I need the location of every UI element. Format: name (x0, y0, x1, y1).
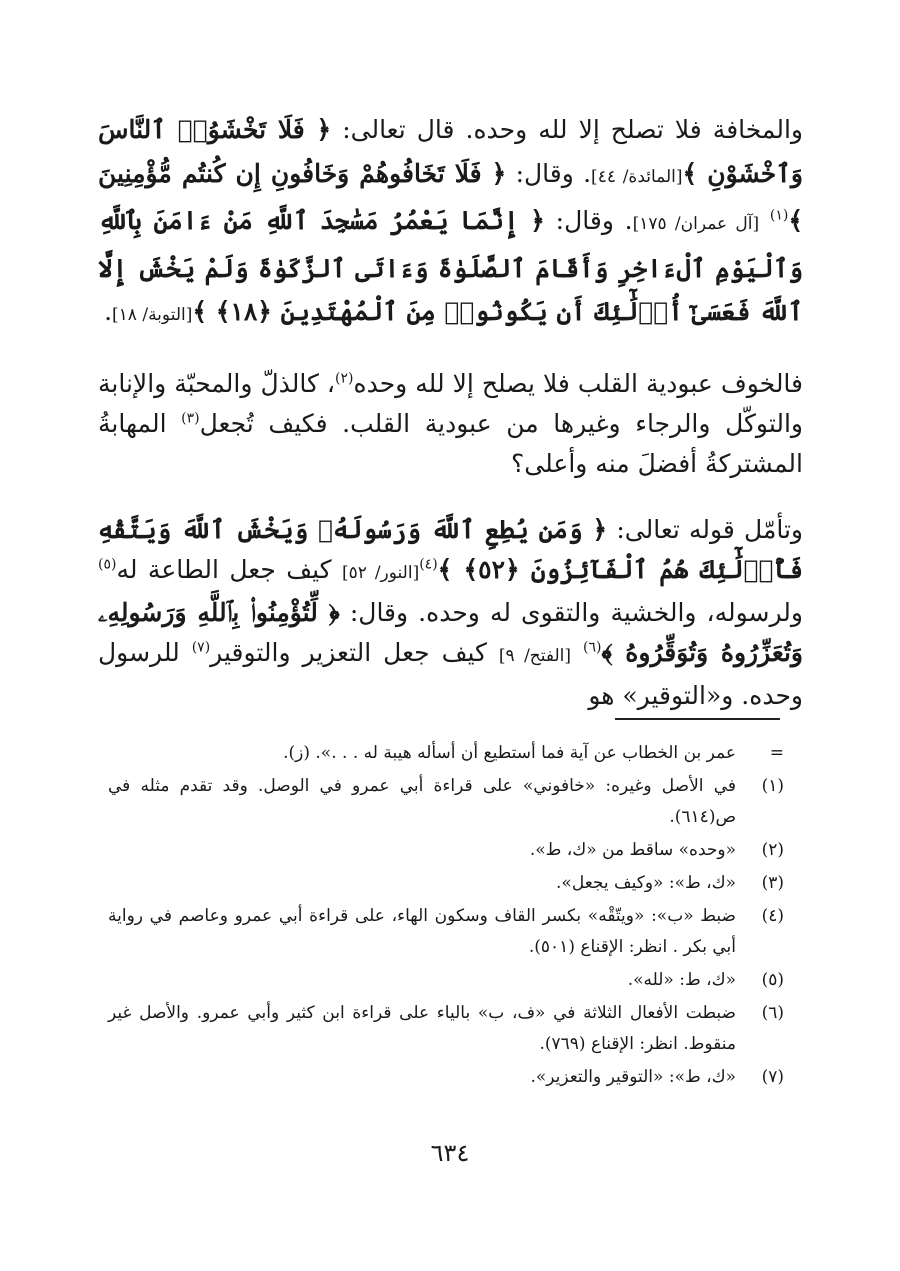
quran-verse: ﴿ فَلَا تَخْشَوُا۟ ٱلنَّاسَ وَٱخْشَوْنِ ﴾ (98, 115, 803, 188)
footnote-marker[interactable]: (٣) (181, 410, 200, 427)
footnote-marker[interactable]: (٥) (98, 556, 117, 573)
footnote-2 (108, 835, 784, 866)
verse-reference: [المائدة/ ٤٤] (591, 166, 683, 187)
footnote-separator (615, 718, 780, 720)
footnote-marker[interactable]: (٢) (335, 370, 354, 387)
quran-verse: ﴿ لِّتُؤْمِنُوا۟ بِٱللَّهِ وَرَسُولِهِۦ وَتُعَزِّرُوهُ وَتُوَقِّرُوهُ ﴾ (98, 597, 803, 667)
footnote-text: «ك، ط»: «التوقير والتعزير». (530, 1067, 736, 1087)
footnote-text: «ك، ط: «لله». (627, 970, 736, 990)
text-run: للرسول وحده. و«التوقير» هو (98, 637, 803, 710)
verse-reference: [التوبة/ ١٨] (112, 305, 193, 325)
footnote-number: (٧) (761, 1067, 784, 1087)
footnote-4 (108, 901, 784, 963)
footnote-5 (108, 965, 784, 996)
footnote-number: (١) (761, 776, 784, 796)
text-run: المهابةُ المشتركةُ أفضلَ منه وأعلى؟ (98, 408, 803, 478)
footnote-continuation (108, 738, 784, 769)
footnote-number: = (769, 743, 784, 763)
quran-verse: ﴿ فَلَا تَخَافُوهُمْ وَخَافُونِ إِن كُنتُم مُّؤْمِنِينَ ﴾ (98, 158, 804, 235)
paragraph-2 (98, 364, 803, 484)
text-run: كيف جعل التعزير والتوقير (210, 637, 499, 667)
text-run: كيف جعل الطاعة له (116, 554, 343, 584)
footnote-marker[interactable]: (١) (769, 207, 789, 224)
footnotes (108, 738, 784, 1095)
paragraph-1 (98, 108, 803, 338)
footnote-number: (٦) (761, 1003, 784, 1023)
verse-reference: [آل عمران/ ١٧٥] (632, 214, 760, 234)
verse-reference: [الفتح/ ٩] (498, 645, 572, 666)
text-run: والمخافة فلا تصلح إلا لله وحده. قال تعالى: (331, 115, 803, 144)
text-run: . وقال: (544, 206, 633, 235)
footnote-marker[interactable]: (٤) (419, 556, 438, 573)
footnote-text: «ك، ط»: «وكيف يجعل». (556, 873, 736, 893)
footnote-text: ضبطت الأفعال الثلاثة في «ف، ب» بالياء على قراءة ابن كثير وأبي عمرو. والأصل غير منقوط. انظر: الإقناع (٧٦٩). (108, 1003, 736, 1054)
quran-verse: ﴿ إِنَّمَا يَعْمُرُ مَسَٰجِدَ ٱللَّهِ مَنْ ءَامَنَ بِٱللَّهِ وَٱلْيَوْمِ ٱلْءَاخِرِ وَأَقَامَ ٱلصَّلَوٰةَ وَءَاتَى ٱلزَّكَوٰةَ وَلَمْ يَخْشَ إِلَّا ٱللَّهَ فَعَسَىٰٓ أُو۟لَٰٓئِكَ أَن يَكُونُوا۟ مِنَ ٱلْمُهْتَدِينَ ﴿١٨﴾ ﴾ (98, 206, 803, 326)
text-run: فالخوف عبودية القلب فلا يصلح إلا لله وحده (353, 368, 804, 398)
footnote-number: (٤) (761, 906, 784, 926)
text-run: ، كالذلّ والمحبّة والإنابة والتوكّل والرجاء وغيرها من عبودية القلب. فكيف تُجعل (98, 368, 804, 438)
footnote-text: «وحده» ساقط من «ك، ط». (529, 840, 736, 860)
footnote-number: (٢) (761, 840, 784, 860)
footnote-number: (٥) (761, 970, 784, 990)
text-run: . (104, 297, 113, 326)
footnote-1 (108, 771, 784, 833)
main-text (98, 108, 803, 716)
page-number: ٦٣٤ (430, 1139, 470, 1167)
footnote-marker[interactable]: (٦) (583, 639, 602, 656)
footnote-text: في الأصل وغيره: «خافوني» على قراءة أبي عمرو في الوصل. وقد تقدم مثله في ص(٦١٤). (108, 776, 736, 827)
footnote-number: (٣) (761, 873, 784, 893)
footnote-6 (108, 998, 784, 1060)
text-run: ولرسوله، والخشية والتقوى له وحده. وقال: (339, 597, 803, 627)
footnote-text: عمر بن الخطاب عن آية فما أستطيع أن أسأله هيبة له . . .». (ز). (283, 743, 736, 763)
verse-reference: [النور/ ٥٢] (342, 562, 420, 583)
footnote-3 (108, 868, 784, 899)
quran-verse: ﴿ وَمَن يُطِعِ ٱللَّهَ وَرَسُولَهُۥ وَيَخْشَ ٱللَّهَ وَيَتَّقْهِ فَأُو۟لَٰٓئِكَ هُمُ ٱلْفَآئِزُونَ ﴿٥٢﴾ ﴾ (98, 514, 803, 584)
text-run: . وقال: (506, 158, 592, 188)
text-run: وتأمّل قوله تعالى: (607, 514, 803, 544)
footnote-marker[interactable]: (٧) (191, 639, 211, 656)
paragraph-3 (98, 510, 803, 716)
footnote-text: ضبط «ب»: «ويتّقْه» بكسر القاف وسكون الهاء، على قراءة أبي عمرو وعاصم في رواية أبي بكر . انظر: الإقناع (٥٠١). (108, 906, 736, 957)
footnote-7 (108, 1062, 784, 1093)
